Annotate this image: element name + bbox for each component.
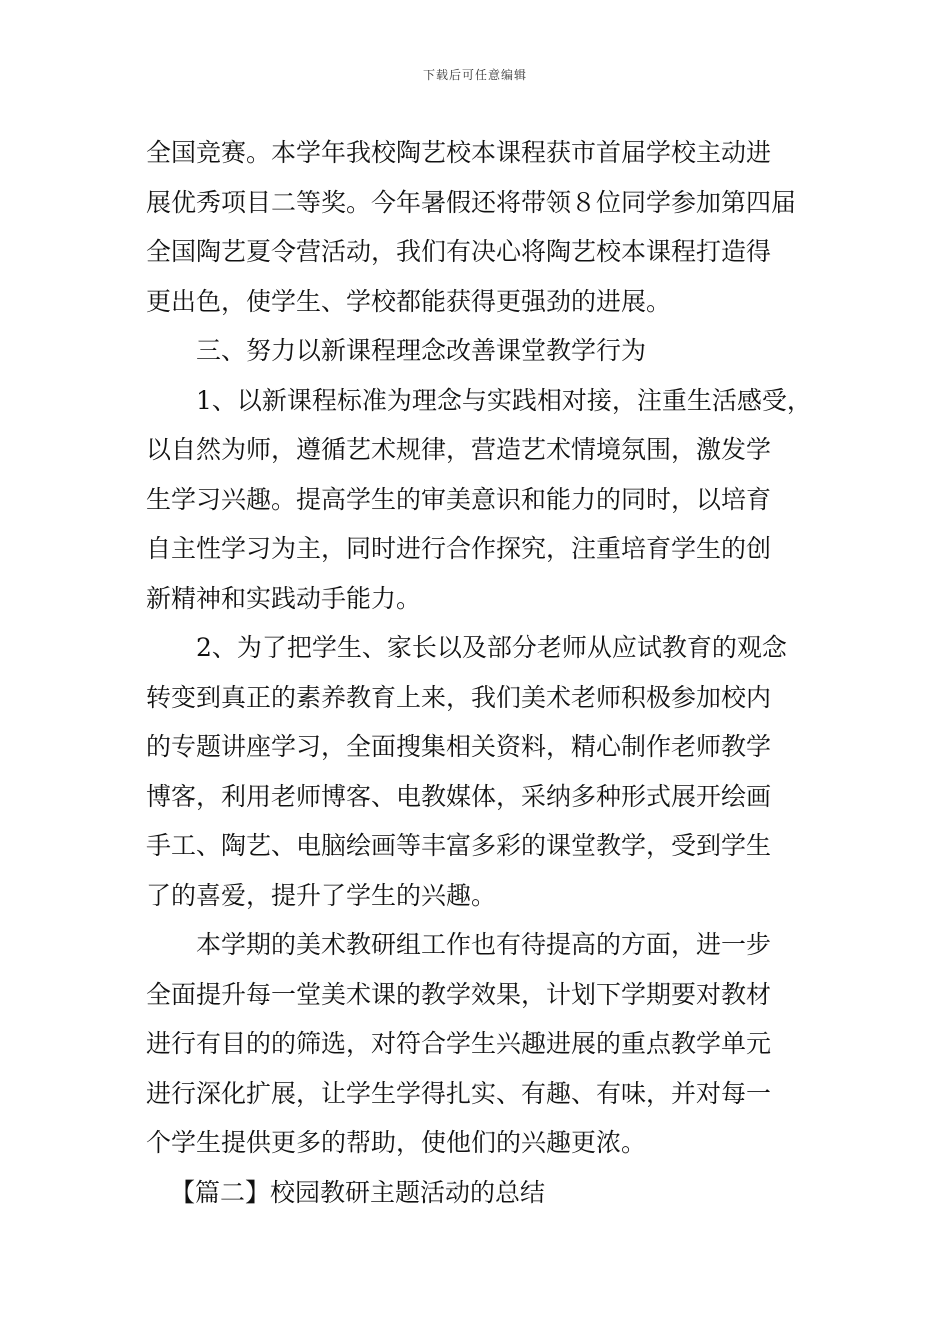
- text-line: 个学生提供更多的帮助，使他们的兴趣更浓。: [146, 1128, 647, 1157]
- text-line: 全面提升每一堂美术课的教学效果，计划下学期要对教材: [146, 979, 772, 1009]
- text-line: 进行深化扩展，让学生学得扎实、有趣、有味，并对每一: [146, 1078, 772, 1108]
- text-line: 了的喜爱，提升了学生的兴趣。: [146, 880, 497, 910]
- text-line: 转变到真正的素养教育上来，我们美术老师积极参加校内: [146, 682, 772, 712]
- section-heading-3: [146, 326, 816, 376]
- text-line: 本学期的美术教研组工作也有待提高的方面，进一步: [196, 930, 772, 959]
- page-header: 下载后可任意编辑: [422, 68, 527, 82]
- text-line: 全国陶艺夏令营活动，我们有决心将陶艺校本课程打造得: [146, 237, 772, 266]
- text-line: 2、为了把学生、家长以及部分老师从应试教育的观念: [196, 633, 787, 662]
- section-title-part-2: [146, 1168, 816, 1218]
- paragraph-item-2: [146, 623, 816, 920]
- text-line: 进行有目的的筛选，对符合学生兴趣进展的重点教学单元: [146, 1029, 772, 1058]
- paragraph-1: [146, 128, 816, 326]
- section-title-text: 【篇二】校园教研主题活动的总结: [170, 1177, 546, 1207]
- text-line: 手工、陶艺、电脑绘画等丰富多彩的课堂教学，受到学生: [146, 831, 772, 860]
- text-line: 以自然为师，遵循艺术规律，营造艺术情境氛围，激发学: [146, 435, 772, 464]
- text-line: 新精神和实践动手能力。: [146, 583, 422, 613]
- text-line: 自主性学习为主，同时进行合作探究，注重培育学生的创: [146, 534, 772, 563]
- paragraph-summary: [146, 920, 816, 1168]
- paragraph-item-1: [146, 376, 816, 624]
- text-line: 展优秀项目二等奖。今年暑假还将带领８位同学参加第四届: [146, 187, 797, 217]
- text-line: 的专题讲座学习，全面搜集相关资料，精心制作老师教学: [146, 732, 772, 761]
- text-line: 更出色，使学生、学校都能获得更强劲的进展。: [146, 286, 672, 316]
- text-line: 1、以新课程标准为理念与实践相对接，注重生活感受，: [196, 385, 812, 415]
- heading-text: 三、努力以新课程理念改善课堂教学行为: [196, 336, 647, 365]
- document-body: [146, 128, 816, 1217]
- text-line: 博客，利用老师博客、电教媒体，采纳多种形式展开绘画: [146, 781, 772, 811]
- text-line: 生学习兴趣。提高学生的审美意识和能力的同时，以培育: [146, 484, 772, 514]
- text-line: 全国竞赛。本学年我校陶艺校本课程获市首届学校主动进: [146, 138, 772, 167]
